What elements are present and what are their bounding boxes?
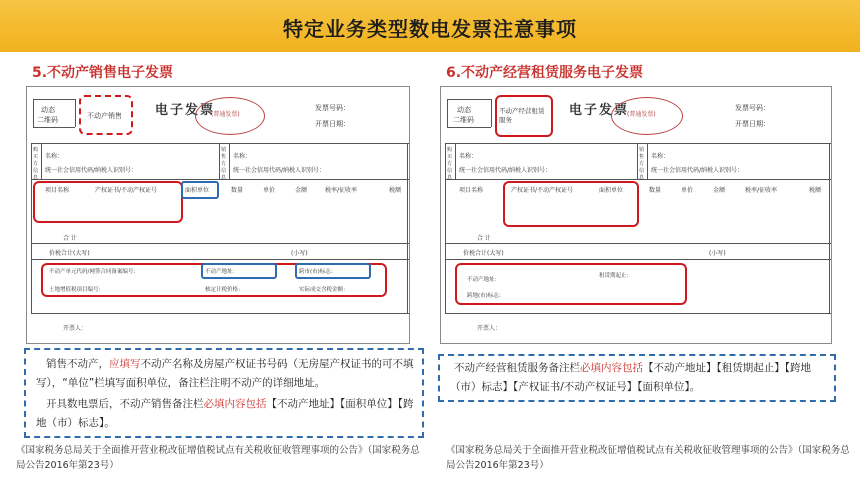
col-amount: 金额: [713, 187, 726, 194]
total-label: 合 计: [477, 235, 491, 242]
buyer-side-label: 购买方信息: [33, 147, 39, 181]
col-price: 单价: [263, 187, 276, 194]
remark-project: 土地增值税项目编号：: [49, 287, 105, 293]
left-section-heading: 5.不动产销售电子发票: [32, 65, 174, 81]
col-item: 项目名称: [459, 187, 484, 194]
col-qty: 数量: [231, 187, 244, 194]
left-note-paragraph-1: 销售不动产，应填写不动产名称及房屋产权证书号码（无房屋产权证书的可不填写），“单位”栏填写面积单位，备注栏注明不动产的详细地址。: [36, 358, 414, 389]
grand-total-label: 价税合计(大写): [49, 250, 90, 257]
right-invoice-sample: [440, 86, 832, 344]
invoice-number-label: 发票号码：: [735, 104, 770, 112]
seller-side-label: 销售方信息: [639, 147, 645, 181]
remark-cross-region: 跨市(市)标志：: [299, 269, 337, 275]
remark-real-amount: 实际成交含税金额：: [299, 287, 349, 293]
remark-address: 不动产地址：: [205, 269, 239, 275]
invoice-number-label: 发票号码：: [315, 104, 350, 112]
seller-taxid-label: 统一社会信用代码/纳税人识别号：: [233, 167, 326, 174]
col-price: 单价: [681, 187, 694, 194]
col-cert: 产权证书/不动产权证号: [511, 187, 574, 194]
grand-total-small: (小写): [291, 250, 308, 257]
cross-region-highlight: [295, 263, 371, 279]
qr-label: 动态: [41, 106, 55, 114]
col-unit: 面积单位: [599, 187, 624, 194]
special-business-tag: 不动产销售: [87, 112, 122, 120]
invoice-date-label: 开票日期：: [735, 120, 770, 128]
remark-cross-region: 跨地(市)标志：: [467, 293, 505, 299]
invoice-date-label: 开票日期：: [315, 120, 350, 128]
remark-period: 租赁期起止：: [599, 273, 633, 279]
drawer-label: 开票人：: [477, 325, 502, 332]
col-rate: 税率/征收率: [745, 187, 778, 194]
address-highlight: [201, 263, 277, 279]
seller-name-label: 名称：: [233, 153, 252, 160]
remark-highlight: [455, 263, 687, 305]
right-section-heading: 6.不动产经营租赁服务电子发票: [446, 65, 644, 81]
right-citation: 《国家税务总局关于全面推开营业税改征增值税试点有关税收征收管理事项的公告》（国家税务总局公告2016年第23号）: [446, 445, 850, 471]
qr-label: 二维码: [453, 116, 474, 124]
invoice-title: 电子发票: [155, 103, 216, 118]
col-amount: 金额: [295, 187, 308, 194]
special-tag-highlight: [79, 95, 133, 135]
remark-address: 不动产地址：: [467, 277, 501, 283]
cert-highlight: [503, 181, 639, 227]
col-cert: 产权证书/不动产权证号: [95, 187, 158, 194]
buyer-name-label: 名称：: [45, 153, 64, 160]
left-note-paragraph-2: 开具数电票后，不动产销售备注栏必填内容包括【不动产地址】【面积单位】【跨地（市）标志】。: [36, 398, 414, 429]
col-item: 项目名称: [45, 187, 70, 194]
buyer-taxid-label: 统一社会信用代码/纳税人识别号：: [45, 167, 138, 174]
buyer-taxid-label: 统一社会信用代码/纳税人识别号：: [459, 167, 552, 174]
col-qty: 数量: [649, 187, 662, 194]
special-business-tag: 不动产经营租赁服务: [499, 107, 545, 124]
qr-label: 二维码: [37, 116, 58, 124]
stamp-text: (普通发票): [627, 111, 656, 118]
page-title: 特定业务类型数电发票注意事项: [283, 17, 577, 41]
drawer-label: 开票人：: [63, 325, 88, 332]
col-rate: 税率/征收率: [325, 187, 358, 194]
buyer-name-label: 名称：: [459, 153, 478, 160]
buyer-side-label: 购买方信息: [447, 147, 453, 181]
left-invoice-sample: [26, 86, 410, 344]
special-tag-highlight: [495, 95, 553, 137]
seller-side-label: 销售方信息: [221, 147, 227, 181]
seller-taxid-label: 统一社会信用代码/纳税人识别号：: [651, 167, 744, 174]
invoice-title: 电子发票: [569, 103, 630, 118]
title-bar: [0, 0, 860, 52]
grand-total-label: 价税合计(大写): [463, 250, 504, 257]
remark-contract: 不动产单元代码/网签合同备案编号：: [49, 269, 139, 275]
seller-name-label: 名称：: [651, 153, 670, 160]
stamp-text: (普通发票): [211, 111, 240, 118]
qr-label: 动态: [457, 106, 471, 114]
grand-total-small: (小写): [709, 250, 726, 257]
left-citation: 《国家税务总局关于全面推开营业税改征增值税试点有关税收征收管理事项的公告》（国家税务总局公告2016年第23号）: [16, 445, 420, 471]
col-tax: 税额: [389, 187, 402, 194]
total-label: 合 计: [63, 235, 77, 242]
unit-highlight: [181, 181, 219, 199]
right-note-paragraph: 不动产经营租赁服务备注栏必填内容包括【不动产地址】【租赁期起止】【跨地（市）标志】【产权证书/不动产权证号】【面积单位】。: [450, 362, 811, 393]
col-unit: 面积单位: [185, 187, 210, 194]
col-tax: 税额: [809, 187, 822, 194]
cert-highlight: [33, 181, 183, 223]
remark-price: 核定计税价格：: [205, 287, 244, 293]
